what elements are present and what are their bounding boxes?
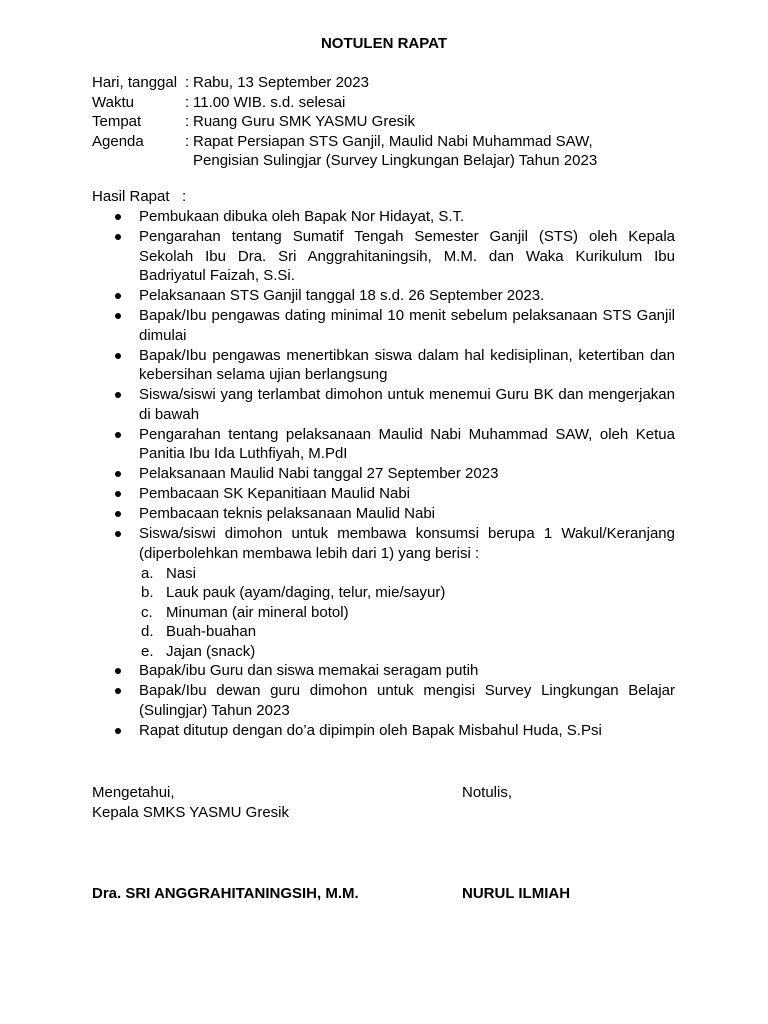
bullet-icon	[115, 471, 121, 477]
result-item	[92, 227, 675, 286]
meta-row-place	[92, 112, 692, 132]
result-text: Bapak/ibu Guru dan siswa memakai seragam putih	[139, 662, 479, 680]
results-heading: Hasil Rapat :	[92, 188, 187, 205]
meta-label: Hari, tanggal	[92, 74, 178, 91]
bullet-icon	[115, 214, 121, 220]
sublist-text: Minuman (air mineral botol)	[166, 603, 349, 621]
sublist-marker: e.	[141, 642, 154, 660]
result-item	[92, 661, 675, 681]
meta-value: Rabu, 13 September 2023	[193, 74, 369, 91]
result-item	[92, 484, 675, 504]
results-list	[92, 207, 675, 741]
sublist-marker: c.	[141, 603, 153, 621]
result-item	[92, 207, 675, 227]
notetaker-block	[462, 783, 512, 803]
result-item	[92, 425, 675, 464]
bullet-icon	[115, 293, 121, 299]
principal-position: Kepala SMKS YASMU Gresik	[92, 804, 290, 821]
notetaker-label: Notulis,	[462, 784, 513, 801]
result-text: Pembacaan teknis pelaksanaan Maulid Nabi	[139, 505, 436, 523]
sublist-text: Nasi	[166, 564, 197, 582]
bullet-icon	[115, 353, 121, 359]
meta-value: Ruang Guru SMK YASMU Gresik	[193, 113, 416, 130]
sublist-item	[139, 622, 675, 642]
bullet-icon	[115, 688, 121, 694]
meta-row-date	[92, 73, 692, 93]
result-item	[92, 286, 675, 306]
agenda-continuation: Pengisian Sulingjar (Survey Lingkungan Belajar) Tahun 2023	[193, 152, 598, 169]
sublist-text: Lauk pauk (ayam/daging, telur, mie/sayur)	[166, 584, 446, 602]
result-text: Siswa/siswi dimohon untuk membawa konsumsi berupa 1 Wakul/Keranjang (diperbolehkan membawa lebih dari 1) yang berisi :	[139, 525, 675, 562]
result-text: Pengarahan tentang pelaksanaan Maulid Nabi Muhammad SAW, oleh Ketua Panitia Ibu Ida Luthfiyah, M.PdI	[139, 425, 675, 463]
acknowledgement-block	[92, 783, 289, 823]
result-item	[92, 681, 675, 720]
sublist-item	[139, 642, 675, 662]
bullet-icon	[115, 234, 121, 240]
bullet-icon	[115, 392, 121, 398]
sublist-marker: b.	[141, 584, 154, 602]
result-item	[92, 504, 675, 524]
meta-separator: :	[185, 132, 190, 150]
result-text: Bapak/Ibu dewan guru dimohon untuk mengisi Survey Lingkungan Belajar (Sulingjar) Tahun 2023	[139, 682, 675, 720]
bullet-icon	[115, 668, 121, 674]
meta-row-agenda	[92, 132, 692, 152]
result-text: Bapak/Ibu pengawas menertibkan siswa dalam hal kedisiplinan, ketertiban dan kebersihan selama ujian berlangsung	[139, 346, 675, 384]
result-item	[92, 464, 675, 484]
bullet-icon	[115, 728, 121, 734]
meta-value: Rapat Persiapan STS Ganjil, Maulid Nabi Muhammad SAW,	[193, 132, 593, 150]
result-text: Pelaksanaan Maulid Nabi tanggal 27 September 2023	[139, 465, 499, 483]
result-text: Pembukaan dibuka oleh Bapak Nor Hidayat, S.T.	[139, 208, 465, 225]
sublist-item	[139, 603, 675, 623]
meta-value: 11.00 WIB. s.d. selesai	[193, 93, 346, 111]
sublist-marker: d.	[141, 623, 154, 641]
principal-name: Dra. SRI ANGGRAHITANINGSIH, M.M.	[92, 885, 359, 902]
meta-row-time	[92, 93, 692, 113]
document-title: NOTULEN RAPAT	[320, 35, 448, 52]
sublist-marker: a.	[141, 564, 154, 582]
bullet-icon	[115, 313, 121, 319]
bullet-icon	[115, 511, 121, 517]
result-item	[92, 306, 675, 345]
meeting-details	[92, 73, 692, 171]
meta-label: Waktu	[92, 93, 134, 111]
result-text: Siswa/siswi yang terlambat dimohon untuk menemui Guru BK dan mengerjakan di bawah	[139, 386, 675, 423]
meta-separator: :	[185, 93, 190, 111]
sublist-text: Buah-buahan	[166, 623, 257, 641]
result-item	[92, 346, 675, 385]
result-item	[92, 524, 675, 661]
result-text: Pengarahan tentang Sumatif Tengah Semester Ganjil (STS) oleh Kepala Sekolah Ibu Dra. Sri Anggrahitaningsih, M.M. dan Waka Kurikulum Ibu Badriyatul Faizah, S.Si.	[139, 227, 675, 285]
result-item	[92, 721, 675, 741]
consumption-sublist	[139, 564, 675, 662]
result-text: Pelaksanaan STS Ganjil tanggal 18 s.d. 26 September 2023.	[139, 287, 545, 305]
result-text: Pembacaan SK Kepanitiaan Maulid Nabi	[139, 485, 411, 503]
sublist-item	[139, 564, 675, 584]
bullet-icon	[115, 432, 121, 438]
acknowledged-label: Mengetahui,	[92, 784, 175, 801]
result-item	[92, 385, 675, 424]
notetaker-name: NURUL ILMIAH	[462, 885, 571, 902]
result-text: Bapak/Ibu pengawas dating minimal 10 menit sebelum pelaksanaan STS Ganjil dimulai	[139, 307, 675, 344]
meta-separator: :	[185, 113, 190, 130]
sublist-text: Jajan (snack)	[166, 642, 256, 660]
bullet-icon	[115, 531, 121, 537]
meta-separator: :	[185, 74, 190, 91]
bullet-icon	[115, 491, 121, 497]
sublist-item	[139, 583, 675, 603]
result-text: Rapat ditutup dengan do’a dipimpin oleh Bapak Misbahul Huda, S.Psi	[139, 722, 602, 740]
meta-label: Tempat	[92, 113, 142, 130]
meta-label: Agenda	[92, 132, 144, 150]
